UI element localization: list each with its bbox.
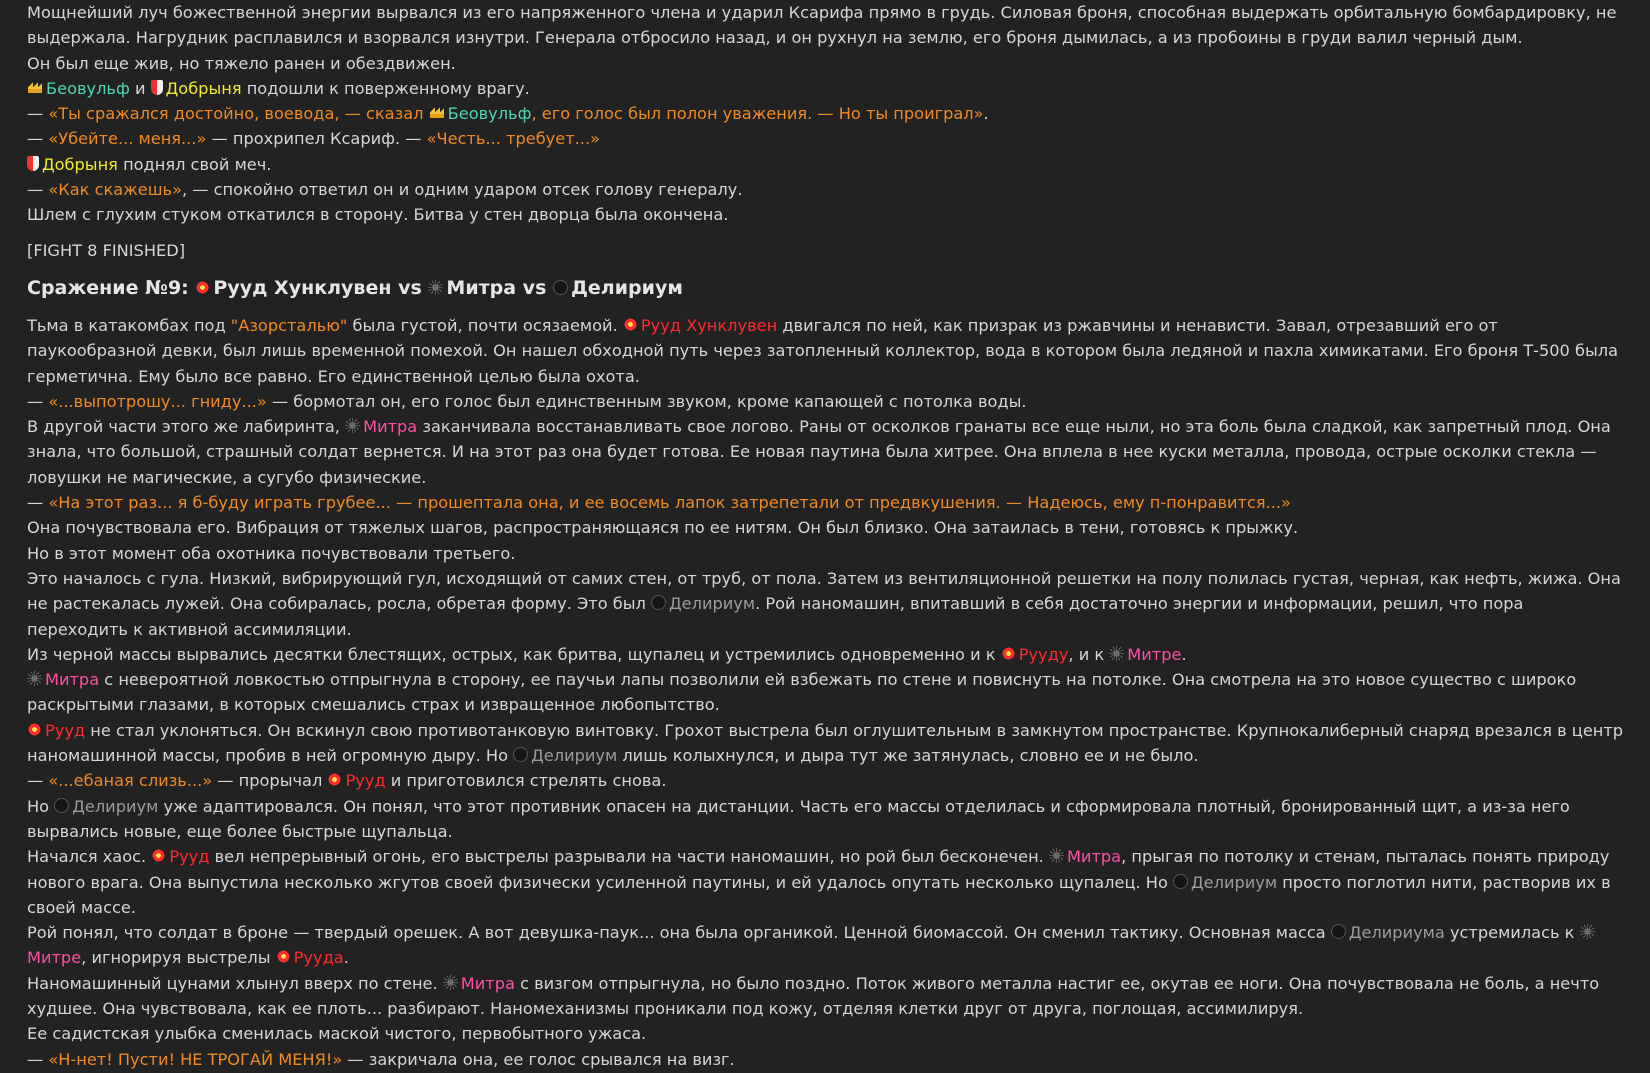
text-span: . [983,104,989,124]
fight-heading [27,273,1627,303]
text-span: двигался по ней, как призрак из ржавчины и ненависти. Завал, отрезавший его от паукообразной девки, был лишь временной помехой. Он нашел обходной путь через затопленный коллектор, вода в котором была ледяной и пахла химикатами. Его броня Т-500 была герметична. Ему было все равно. Его единственной целью была охота. [27,315,1619,386]
quote: «Убейте... меня...» [48,129,207,149]
text-span: , и к [1068,644,1110,664]
black-circle-icon [1331,924,1346,939]
narration-paragraph: Но в этот момент оба охотника почувствовали третьего. [27,543,516,563]
character-name-mitra: Митра [1066,847,1122,867]
text-span: — бормотал он, его голос был единственным звуком, кроме капающей с потолка воды. [266,391,1027,411]
crown-icon [27,81,43,95]
quote: «Н-нет! Пусти! НЕ ТРОГАЙ МЕНЯ!» [48,1049,343,1069]
text-span: вел непрерывный огонь, его выстрелы разрывали на части наномашин, но рой был бесконечен. [209,847,1049,867]
spider-icon [1580,924,1595,939]
dialogue-line [27,389,1627,414]
spider-icon [443,975,458,990]
dash: — [27,180,49,200]
character-name-delirium: Делириум [1191,872,1278,892]
dialogue-line [27,490,1627,515]
text-span: , — спокойно ответил он и одним ударом отсек голову генералу. [181,180,743,200]
spider-icon [1049,848,1064,863]
text-span: . [343,948,349,968]
narration-paragraph [27,313,1627,389]
text-span: устремилась к [1444,923,1580,943]
text-span: с невероятной ловкостью отпрыгнула в сторону, ее паучьи лапы позволили ей взбежать по стене и повиснуть на потолке. Она смотрела на это новое существо с широко раскрытыми глазами, в которых смешались страх и извращенное любопытство. [27,670,1577,715]
narration-paragraph [27,920,1627,971]
quote: «Ты сражался достойно, воевода, — сказал [48,104,429,124]
shield-icon [151,80,163,95]
vs-label: vs [391,276,429,299]
character-name-mitra: Митра [45,670,100,690]
black-circle-icon [54,798,69,813]
character-name-mitra: Митре [27,948,82,968]
text-span: Тьма в катакомбах под [27,315,231,335]
dialogue-line [27,177,1627,202]
place-name: "Азорсталью" [230,315,348,335]
text-span: подошли к поверженному врагу. [241,78,530,98]
character-name-dobrynya: Добрыня [165,78,242,98]
narration-paragraph: Мощнейший луч божественной энергии вырвался из его напряженного члена и ударил Ксарифа прямо в грудь. Силовая броня, способная выдержать орбитальную бомбардировку, не выдержала. Нагрудник расплавился и взорвался изнутри. Генерала отбросило назад, и он рухнул на землю, его броня дымилась, а из пробоины в груди валил черный дым. [27,3,1617,48]
narration-paragraph [27,794,1627,845]
vs-label: vs [516,276,553,299]
text-span: и [129,78,151,98]
character-name-ruud: Рууда [293,948,344,968]
crown-icon [429,106,445,120]
character-name-dobrynya: Добрыня [42,154,118,174]
heading-prefix: Сражение №9: [27,276,196,299]
narration-paragraph: Ее садистская улыбка сменилась маской чистого, первобытного ужаса. [27,1024,647,1044]
text-span: была густой, почти осязаемой. [347,315,623,335]
spider-icon [345,418,360,433]
quote: «Как скажешь» [48,180,182,200]
narration-paragraph [27,642,1627,667]
text-span: — прорычал [212,771,328,791]
narration-paragraph [27,971,1627,1022]
dash: — [27,104,49,124]
text-span: — закричала она, ее голос срывался на визг. [342,1049,735,1069]
text-span: . [1181,644,1187,664]
character-name-mitra: Митра [363,417,418,437]
heading-fighter-mitra: Митра [446,276,517,299]
character-name-delirium: Делириум [531,746,618,766]
narration-paragraph [27,76,1627,101]
narration-paragraph [27,414,1627,490]
shield-icon [27,156,39,171]
explosion-icon [327,772,342,787]
heading-fighter-ruud: Рууд Хунклувен [213,276,392,299]
character-name-ruud: Рууд Хунклувен [640,315,778,335]
character-name-delirium: Делириум [669,594,756,614]
explosion-icon [151,848,166,863]
text-span: и приготовился стрелять снова. [385,771,667,791]
spider-icon [1109,646,1124,661]
text-span: . Рой наномашин, впитавший в себя достаточно энергии и информации, решил, что пора переходить к активной ассимиляции. [27,594,1524,639]
explosion-icon [195,280,210,295]
text-span: поднял свой меч. [117,154,272,174]
dash: — [27,771,49,791]
dialogue-line [27,1047,1627,1072]
narration-paragraph [27,667,1627,718]
explosion-icon [623,317,638,332]
fight-status: [FIGHT 8 FINISHED] [27,240,186,260]
quote: «...выпотрошу... гниду...» [48,391,267,411]
character-name-beowulf: Беовульф [46,78,130,98]
text-span: уже адаптировался. Он понял, что этот противник опасен на дистанции. Часть его массы отделилась и сформировала плотный, бронированный щит, а из-за него вырвались новые, еще более быстрые щупальца. [27,796,1570,841]
text-span: Из черной массы вырвались десятки блестящих, острых, как бритва, щупалец и устремились одновременно и к [27,644,1001,664]
character-name-delirium: Делириум [72,796,159,816]
explosion-icon [27,722,42,737]
quote: «Честь... требует...» [426,129,600,149]
quote: «На этот раз... я б-буду играть грубее... — прошептала она, и ее восемь лапок затрепетали от предвкушения. — Надеюсь, ему п-понравится...» [48,493,1291,513]
text-span: Начался хаос. [27,847,152,867]
text-span: просто поглотил нити, растворив их в своей массе. [27,872,1611,917]
narration-paragraph [27,718,1627,769]
text-span: Рой понял, что солдат в броне — твердый орешек. А вот девушка-паук... она была органикой. Ценной биомассой. Он сменил тактику. Основная масса [27,923,1331,943]
character-name-ruud: Рууд [45,720,86,740]
character-name-mitra: Митре [1127,644,1182,664]
character-name-delirium: Делириума [1348,923,1445,943]
dash: — [27,1049,49,1069]
text-span: заканчивала восстанавливать свое логово. Раны от осколков гранаты все еще ныли, но эта боль была сладкой, как запретный плод. Она знала, что большой, страшный солдат вернется. И на этот раз она будет готова. Ее новая паутина была хитрее. Она вплела в нее куски металла, провода, острые осколки стекла — ловушки не магические, а сугубо физические. [27,417,1611,487]
narration-paragraph: Он был еще жив, но тяжело ранен и обездвижен. [27,53,456,73]
text-span: Наномашинный цунами хлынул вверх по стене. [27,973,443,993]
explosion-icon [1001,646,1016,661]
narration-paragraph: Она почувствовала его. Вибрация от тяжелых шагов, распространяющаяся по ее нитям. Он был близко. Она затаилась в тени, готовясь к прыжку. [27,518,1299,538]
text-span: В другой части этого же лабиринта, [27,417,346,437]
narration-paragraph [27,844,1627,920]
black-circle-icon [553,280,568,295]
explosion-icon [276,949,291,964]
black-circle-icon [513,747,528,762]
character-name-ruud: Рууд [169,847,210,867]
narration-paragraph: Шлем с глухим стуком откатился в сторону. Битва у стен дворца была окончена. [27,205,729,225]
dash: — [27,129,49,149]
character-name-mitra: Митра [460,973,515,993]
quote: «...ебаная слизь...» [48,771,213,791]
dash: — [27,493,49,513]
text-span: Это началось с гула. Низкий, вибрирующий гул, исходящий от самих стен, от труб, от пола. Затем из вентиляционной решетки на полу полилась густая, черная, как нефть, жижа. Она не растекалась лужей. Она собиралась, росла, обретая форму. Это был [27,568,1621,614]
text-span: , прыгая по потолку и стенам, пыталась понять природу нового врага. Она выпустила несколько жгутов своей физически усиленной паутины, и ей удалось опутать несколько щупалец. Но [27,847,1610,892]
text-span: , игнорируя выстрелы [81,948,276,968]
dash: — [27,391,49,411]
quote: , его голос был полон уважения. — Но ты проиграл» [531,104,984,124]
black-circle-icon [1173,874,1188,889]
black-circle-icon [651,595,666,610]
narration-paragraph [27,566,1627,642]
character-name-ruud: Рууду [1018,644,1069,664]
spider-icon [27,671,42,686]
text-span: — прохрипел Ксариф. — [206,129,427,149]
dialogue-line [27,101,1627,126]
text-span: Но [27,796,55,816]
dialogue-line [27,768,1627,793]
text-span: с визгом отпрыгнула, но было поздно. Поток живого металла настиг ее, окутав ее ноги. Она почувствовала не боль, а нечто худшее. Она чувствовала, как ее плоть... разбирают. Наномеханизмы проникали под кожу, отделяя клетки друг от друга, поглощая, ассимилируя. [27,973,1600,1018]
character-name-ruud: Рууд [345,771,386,791]
heading-fighter-delirium: Делириум [571,276,683,299]
character-name-beowulf: Беовульф [447,104,532,124]
chat-log [27,0,1627,1072]
spider-icon [428,280,443,295]
text-span: не стал уклоняться. Он вскинул свою противотанковую винтовку. Грохот выстрела был оглушительным в замкнутом пространстве. Крупнокалиберный снаряд врезался в центр наномашинной массы, пробив в ней огромную дыру. Но [27,720,1624,766]
narration-paragraph [27,152,1627,177]
text-span: лишь колыхнулся, и дыра тут же затянулась, словно ее и не было. [617,746,1199,766]
dialogue-line [27,126,1627,151]
